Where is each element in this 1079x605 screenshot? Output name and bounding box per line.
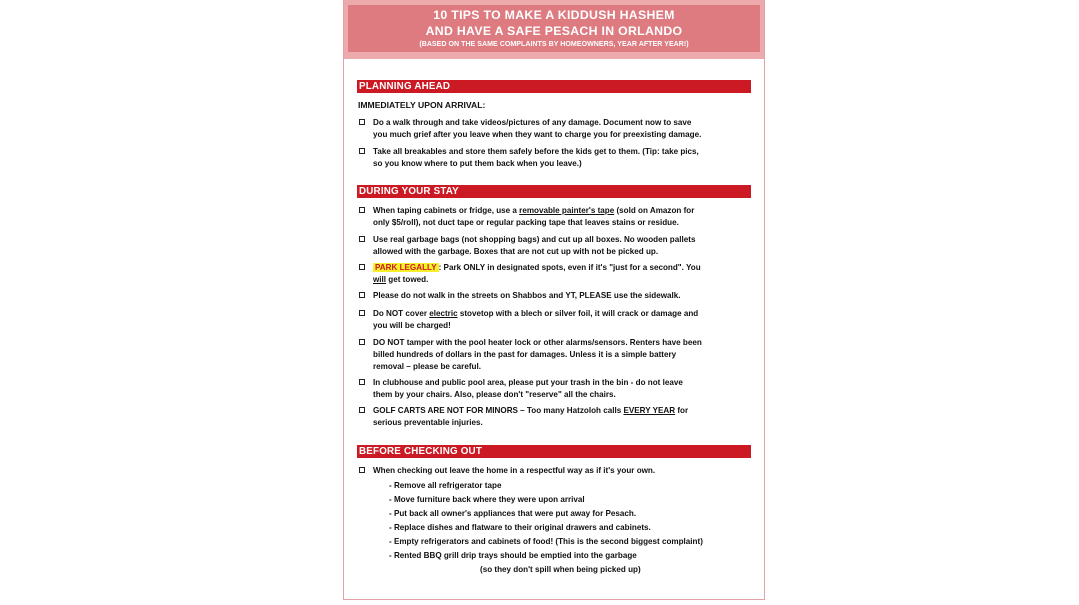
item-line: Use real garbage bags (not shopping bags) and cut up all boxes. No wooden pallets xyxy=(373,235,696,244)
checkbox-icon xyxy=(359,119,365,125)
item-line: When checking out leave the home in a respectful way as if it's your own. xyxy=(373,466,656,475)
item-text-part: : Park ONLY in designated spots, even if it's "just for a second". You xyxy=(438,263,701,272)
item-line: billed hundreds of dollars in the past for damages. Unless it is a simple battery xyxy=(373,349,677,359)
item-text xyxy=(373,308,751,332)
every-year-emphasis: EVERY YEAR xyxy=(623,406,676,415)
checkout-task: - Remove all refrigerator tape xyxy=(389,481,502,490)
section-heading-stay: DURING YOUR STAY xyxy=(357,185,751,198)
item-line: Do a walk through and take videos/pictures of any damage. Document now to save xyxy=(373,118,692,127)
checkbox-icon xyxy=(359,207,365,213)
checkout-note: (so they don't spill when being picked up) xyxy=(480,565,641,574)
item-text xyxy=(373,262,751,286)
header-banner xyxy=(344,0,764,59)
item-text-part: Do NOT cover xyxy=(373,309,430,318)
item-text-part: When taping cabinets or fridge, use a xyxy=(373,206,520,215)
checkout-task: - Replace dishes and flatware to their original drawers and cabinets. xyxy=(389,523,651,532)
item-line xyxy=(373,262,751,274)
subtitle: (BASED ON THE SAME COMPLAINTS BY HOMEOWNERS, YEAR AFTER YEAR!) xyxy=(419,40,689,48)
section-heading-planning: PLANNING AHEAD xyxy=(357,80,751,93)
will-emphasis: will xyxy=(373,274,387,284)
item-text-part: for xyxy=(675,406,689,415)
item-line: so you know where to put them back when you leave.) xyxy=(373,158,582,168)
painters-tape-emphasis: removable painter's tape xyxy=(519,206,615,215)
item-text xyxy=(373,205,751,229)
header-banner-inner xyxy=(348,5,760,52)
item-line: In clubhouse and public pool area, please put your trash in the bin - do not leave xyxy=(373,378,683,387)
park-legally-highlight: PARK LEGALLY xyxy=(375,263,437,272)
title-line-1: 10 TIPS TO MAKE A KIDDUSH HASHEM xyxy=(433,8,675,22)
item-line: Please do not walk in the streets on Shabbos and YT, PLEASE use the sidewalk. xyxy=(373,291,681,300)
checkbox-icon xyxy=(359,407,365,413)
checkout-task: - Rented BBQ grill drip trays should be emptied into the garbage xyxy=(389,551,637,560)
item-text xyxy=(373,117,751,141)
item-line: allowed with the garbage. Boxes that are not cut up with not be picked up. xyxy=(373,246,659,256)
item-text-part: (sold on Amazon for xyxy=(614,206,695,215)
item-text-part: get towed. xyxy=(386,274,429,284)
checkbox-icon xyxy=(359,379,365,385)
checkout-task: - Move furniture back where they were upon arrival xyxy=(389,495,585,504)
checkbox-icon xyxy=(359,467,365,473)
item-line: removal – please be careful. xyxy=(373,361,481,371)
checkout-task: - Empty refrigerators and cabinets of food! (This is the second biggest complaint) xyxy=(389,537,703,546)
electric-emphasis: electric xyxy=(429,309,458,318)
item-text xyxy=(373,234,751,258)
item-line xyxy=(373,274,751,286)
checkbox-icon xyxy=(359,264,365,270)
item-line: serious preventable injuries. xyxy=(373,417,483,427)
item-line: them by your chairs. Also, please don't "reserve" all the chairs. xyxy=(373,389,616,399)
checkbox-icon xyxy=(359,148,365,154)
item-line: only $5/roll), not duct tape or regular packing tape that leaves stains or residue. xyxy=(373,217,679,227)
item-text xyxy=(373,337,751,372)
item-line xyxy=(373,405,751,417)
item-text xyxy=(373,465,751,477)
item-line: DO NOT tamper with the pool heater lock or other alarms/sensors. Renters have been xyxy=(373,338,702,347)
item-line: Take all breakables and store them safely before the kids get to them. (Tip: take pics, xyxy=(373,147,699,156)
item-text-part: stovetop with a blech or silver foil, it will crack or damage and xyxy=(457,309,699,318)
item-line xyxy=(373,205,751,217)
item-text xyxy=(373,146,751,170)
item-text xyxy=(373,377,751,401)
flyer-document xyxy=(343,0,765,600)
item-text-part: GOLF CARTS ARE NOT FOR MINORS – Too many Hatzoloh calls xyxy=(373,406,624,415)
checkbox-icon xyxy=(359,292,365,298)
planning-subheading: IMMEDIATELY UPON ARRIVAL: xyxy=(358,100,486,110)
item-text xyxy=(373,405,751,429)
section-heading-checkout: BEFORE CHECKING OUT xyxy=(357,445,751,458)
item-line: you much grief after you leave when they want to charge you for preexisting damage. xyxy=(373,129,702,139)
checkbox-icon xyxy=(359,310,365,316)
item-text xyxy=(373,290,751,302)
item-line: you will be charged! xyxy=(373,320,451,330)
checkout-task: - Put back all owner's appliances that were put away for Pesach. xyxy=(389,509,637,518)
item-line xyxy=(373,308,751,320)
checkbox-icon xyxy=(359,236,365,242)
title-line-2: AND HAVE A SAFE PESACH IN ORLANDO xyxy=(425,24,683,38)
checkbox-icon xyxy=(359,339,365,345)
